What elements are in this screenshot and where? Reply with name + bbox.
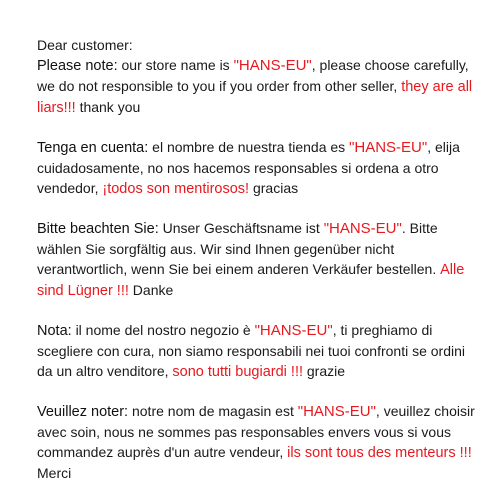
- notice-italian: [37, 320, 476, 382]
- warning-text: sono tutti bugiardi !!!: [172, 364, 303, 380]
- notice-text: , veuillez choisir avec soin, nous ne sommes pas responsables envers vous si vous commandez auprès d'un autre vendeur,: [37, 403, 475, 460]
- store-name: "HANS-EU": [297, 403, 376, 420]
- notice-label: Bitte beachten Sie:: [37, 221, 159, 237]
- closing-text: gracias: [252, 180, 299, 196]
- notice-text: el nombre de nuestra tienda es: [152, 139, 346, 155]
- notice-text: , please choose carefully, we do not responsible to you if you order from other seller,: [37, 57, 469, 94]
- notice-text: our store name is: [121, 57, 230, 73]
- notice-label: Tenga en cuenta:: [37, 140, 149, 156]
- closing-text: grazie: [306, 363, 346, 379]
- notice-label: Please note:: [37, 58, 118, 74]
- warning-text: ¡todos son mentirosos!: [102, 181, 250, 197]
- notice-spanish: [37, 137, 476, 199]
- closing-text: Danke: [132, 282, 174, 298]
- notice-french: [37, 401, 476, 483]
- notice-text: , elija cuidadosamente, no nos hacemos responsables si ordena a otro vendedor,: [37, 139, 460, 196]
- notice-text: Unser Geschäftsname ist: [162, 220, 320, 236]
- notice-text: notre nom de magasin est: [131, 403, 294, 419]
- store-name: "HANS-EU": [233, 57, 312, 74]
- store-name: "HANS-EU": [254, 322, 333, 339]
- closing-text: Merci: [37, 465, 72, 481]
- notice-text: il nome del nostro negozio è: [75, 322, 251, 338]
- notice-german: [37, 218, 476, 301]
- notice-label: Veuillez noter:: [37, 404, 129, 420]
- notice-text: , ti preghiamo di scegliere con cura, non siamo responsabili nei tuoi confronti se ordini da un altro venditore,: [37, 322, 466, 379]
- warning-text: ils sont tous des menteurs !!!: [287, 445, 472, 461]
- notice-english: [37, 55, 476, 118]
- store-name: "HANS-EU": [323, 220, 402, 237]
- notice-label: Nota:: [37, 323, 72, 339]
- warning-text: Alle sind Lügner !!!: [37, 262, 465, 299]
- store-name: "HANS-EU": [349, 139, 428, 156]
- warning-text: they are all liars!!!: [37, 79, 473, 116]
- notice-text: . Bitte wählen Sie sorgfältig aus. Wir sind Ihnen gegenüber nicht verantwortlich, wenn Sie bei einem anderen Verkäufer bestellen.: [37, 220, 438, 277]
- greeting: Dear customer:: [37, 37, 133, 53]
- closing-text: thank you: [79, 99, 141, 115]
